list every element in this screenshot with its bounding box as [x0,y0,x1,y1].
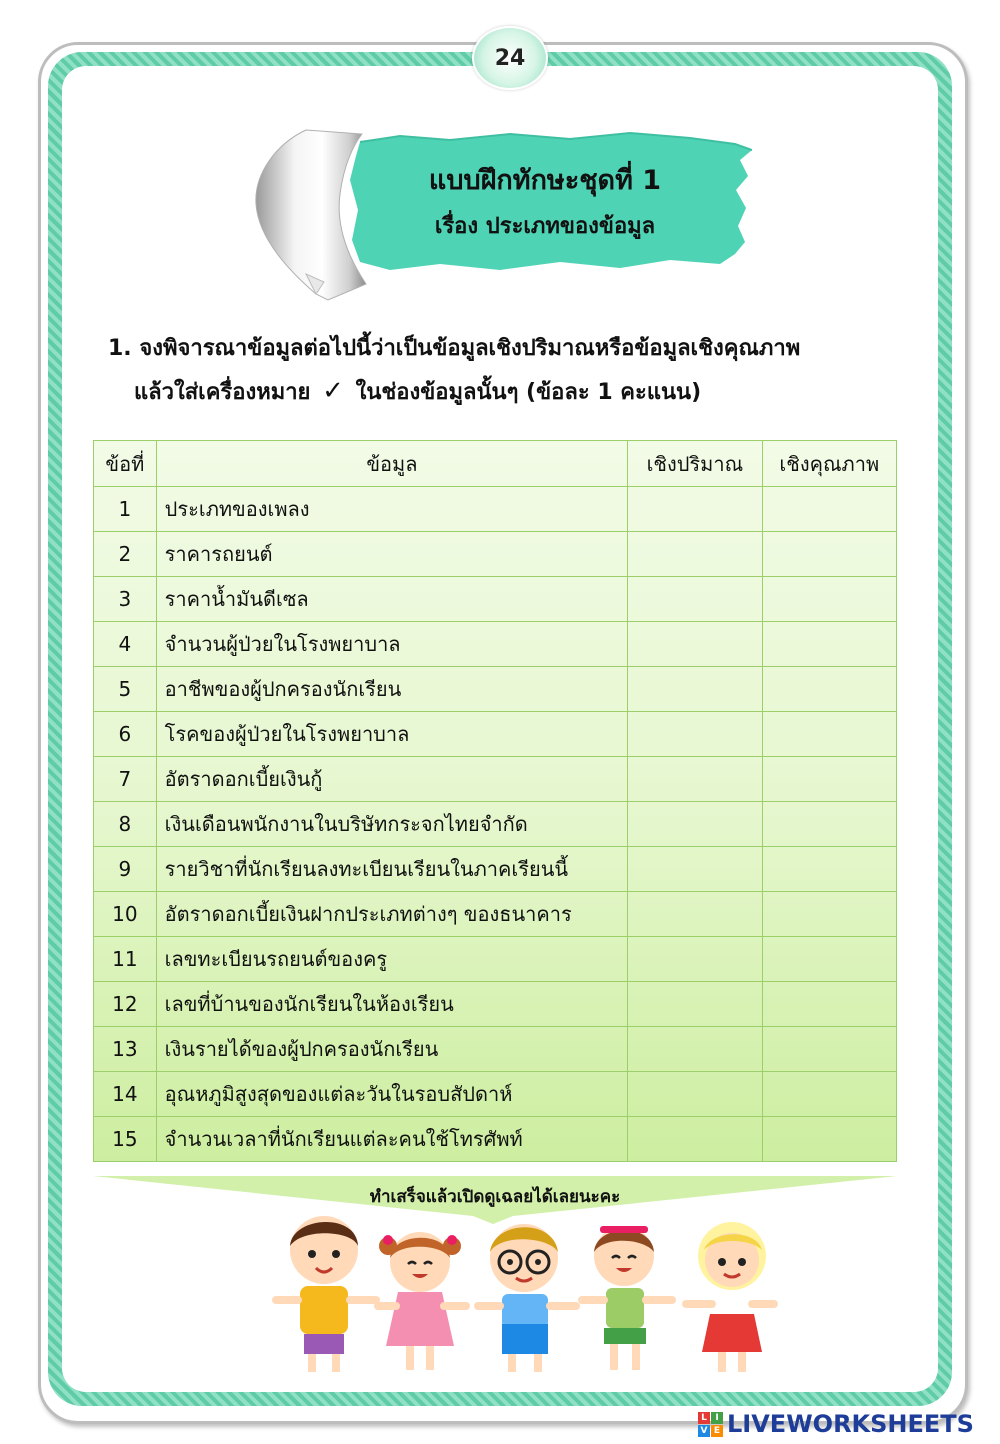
table-row [94,847,897,892]
quantitative-answer-cell[interactable] [628,892,762,937]
check-mark-icon: ✓ [322,376,344,406]
qualitative-answer-cell[interactable] [762,622,896,667]
liveworksheets-logo [698,1410,974,1438]
qualitative-answer-cell[interactable] [762,667,896,712]
data-classification-table [93,440,897,1162]
instruction-line-1: 1. จงพิจารณาข้อมูลต่อไปนี้ว่าเป็นข้อมูลเชิงปริมาณหรือข้อมูลเชิงคุณภาพ [108,336,801,361]
quantitative-answer-cell[interactable] [628,667,762,712]
qualitative-answer-cell[interactable] [762,937,896,982]
child-2-figure [374,1232,470,1370]
table-row [94,937,897,982]
row-number: 14 [94,1072,157,1117]
row-item: อัตราดอกเบี้ยเงินกู้ [156,757,628,802]
row-number: 15 [94,1117,157,1162]
row-number: 3 [94,577,157,622]
row-number: 2 [94,532,157,577]
worksheet-subtitle: เรื่อง ประเภทของข้อมูล [434,214,656,239]
row-item: เงินรายได้ของผู้ปกครองนักเรียน [156,1027,628,1072]
row-number: 7 [94,757,157,802]
row-item: จำนวนเวลาที่นักเรียนแต่ละคนใช้โทรศัพท์ [156,1117,628,1162]
header-qualitative: เชิงคุณภาพ [762,441,896,487]
qualitative-answer-cell[interactable] [762,577,896,622]
child-5-figure [682,1222,778,1372]
table-row [94,487,897,532]
row-item: เลขที่บ้านของนักเรียนในห้องเรียน [156,982,628,1027]
table-row [94,667,897,712]
qualitative-answer-cell[interactable] [762,982,896,1027]
row-number: 9 [94,847,157,892]
child-1-figure [272,1216,380,1372]
row-item: โรคของผู้ป่วยในโรงพยาบาล [156,712,628,757]
quantitative-answer-cell[interactable] [628,802,762,847]
quantitative-answer-cell[interactable] [628,1117,762,1162]
quantitative-answer-cell[interactable] [628,532,762,577]
quantitative-answer-cell[interactable] [628,577,762,622]
row-number: 12 [94,982,157,1027]
liveworksheets-logo-icon: L I V E [698,1412,723,1437]
row-item: อุณหภูมิสูงสุดของแต่ละวันในรอบสัปดาห์ [156,1072,628,1117]
row-number: 5 [94,667,157,712]
table-row [94,712,897,757]
children-illustration [262,1206,792,1386]
row-item: รายวิชาที่นักเรียนลงทะเบียนเรียนในภาคเรียนนี้ [156,847,628,892]
page-number: 24 [494,45,526,71]
row-item: ประเภทของเพลง [156,487,628,532]
liveworksheets-logo-text: LIVEWORKSHEETS [727,1410,974,1438]
qualitative-answer-cell[interactable] [762,532,896,577]
quantitative-answer-cell[interactable] [628,1027,762,1072]
table-row [94,532,897,577]
qualitative-answer-cell[interactable] [762,1117,896,1162]
row-item: ราคารถยนต์ [156,532,628,577]
footer-note: ทำเสร็จแล้วเปิดดูเฉลยได้เลยนะคะ [369,1187,621,1207]
qualitative-answer-cell[interactable] [762,892,896,937]
quantitative-answer-cell[interactable] [628,1072,762,1117]
table-row [94,802,897,847]
header-item: ข้อมูล [156,441,628,487]
table-row [94,622,897,667]
table-row [94,982,897,1027]
row-item: อาชีพของผู้ปกครองนักเรียน [156,667,628,712]
table-row [94,1027,897,1072]
quantitative-answer-cell[interactable] [628,622,762,667]
row-item: เลขทะเบียนรถยนต์ของครู [156,937,628,982]
qualitative-answer-cell[interactable] [762,1072,896,1117]
qualitative-answer-cell[interactable] [762,802,896,847]
quantitative-answer-cell[interactable] [628,757,762,802]
qualitative-answer-cell[interactable] [762,757,896,802]
table-row [94,577,897,622]
worksheet-title: แบบฝึกทักษะชุดที่ 1 [428,165,662,196]
header-number: ข้อที่ [94,441,157,487]
row-number: 6 [94,712,157,757]
row-number: 13 [94,1027,157,1072]
quantitative-answer-cell[interactable] [628,847,762,892]
quantitative-answer-cell[interactable] [628,487,762,532]
row-number: 8 [94,802,157,847]
instruction-line-2-start: แล้วใส่เครื่องหมาย [134,380,311,405]
header-quantitative: เชิงปริมาณ [628,441,762,487]
row-number: 1 [94,487,157,532]
table-row [94,757,897,802]
instruction-line-2-end: ในช่องข้อมูลนั้นๆ (ข้อละ 1 คะแนน) [355,380,702,405]
page-curl-decoration [236,124,386,304]
child-3-figure [474,1224,580,1372]
row-number: 10 [94,892,157,937]
page-number-badge [472,26,548,90]
row-item: จำนวนผู้ป่วยในโรงพยาบาล [156,622,628,667]
row-number: 11 [94,937,157,982]
child-4-figure [578,1226,676,1370]
qualitative-answer-cell[interactable] [762,712,896,757]
table-row [94,892,897,937]
row-number: 4 [94,622,157,667]
row-item: ราคาน้ำมันดีเซล [156,577,628,622]
quantitative-answer-cell[interactable] [628,712,762,757]
table-header-row [94,441,897,487]
qualitative-answer-cell[interactable] [762,847,896,892]
quantitative-answer-cell[interactable] [628,982,762,1027]
table-row [94,1117,897,1162]
qualitative-answer-cell[interactable] [762,487,896,532]
row-item: อัตราดอกเบี้ยเงินฝากประเภทต่างๆ ของธนาคาร [156,892,628,937]
quantitative-answer-cell[interactable] [628,937,762,982]
qualitative-answer-cell[interactable] [762,1027,896,1072]
instruction-line-2 [134,374,701,409]
table-row [94,1072,897,1117]
row-item: เงินเดือนพนักงานในบริษัทกระจกไทยจำกัด [156,802,628,847]
title-banner [340,130,752,280]
